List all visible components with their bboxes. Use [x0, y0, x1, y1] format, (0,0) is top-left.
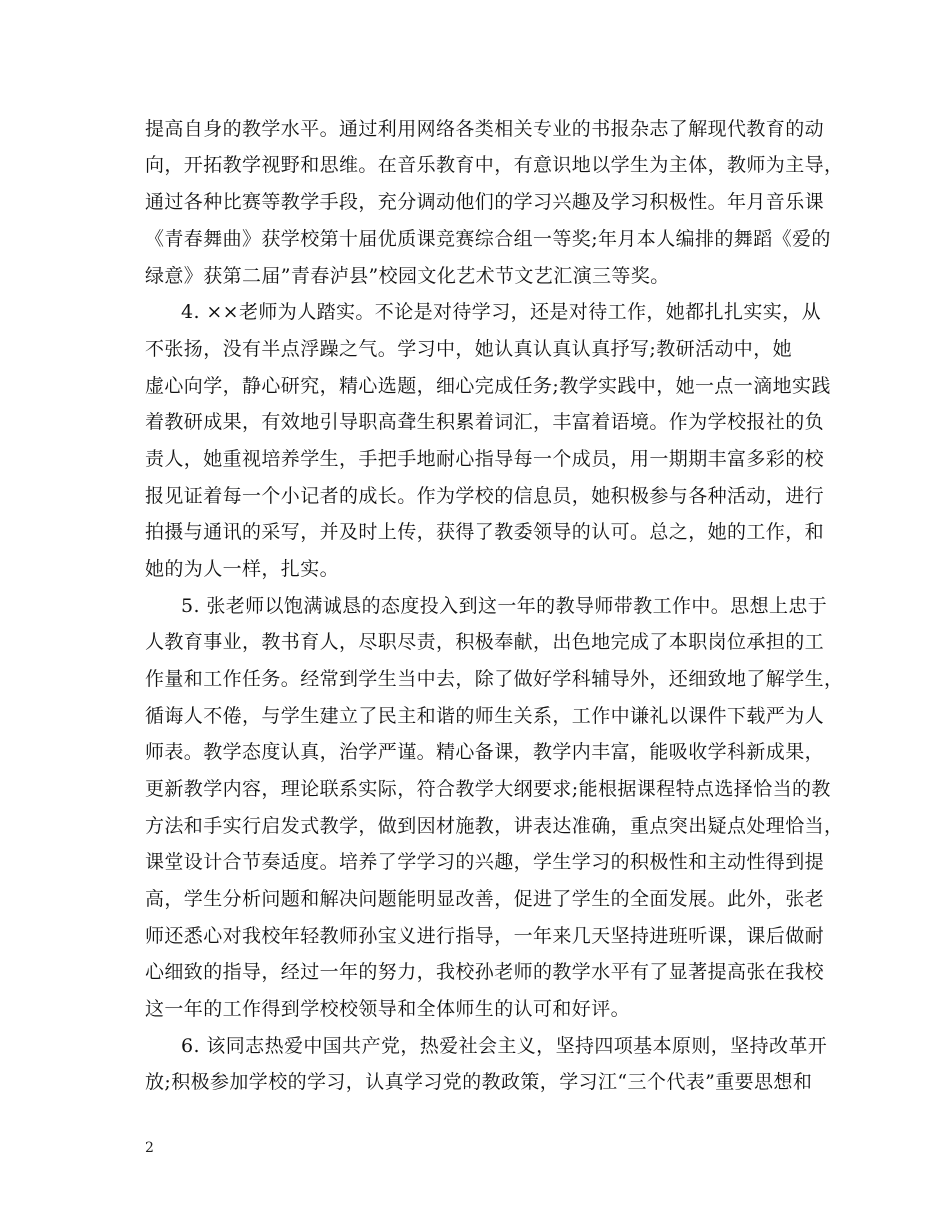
text-line: 着教研成果，有效地引导职高聋生积累着词汇，丰富着语境。作为学校报社的负: [145, 411, 825, 433]
text-line: 提高自身的教学水平。通过利用网络各类相关专业的书报杂志了解现代教育的动: [145, 118, 825, 140]
paragraph-4-first-line: 4. ××老师为人踏实。不论是对待学习，还是对待工作，她都扎扎实实，从: [181, 301, 822, 323]
text-line: 她的为人一样，扎实。: [145, 558, 340, 580]
text-line: 高，学生分析问题和解决问题能明显改善，促进了学生的全面发展。此外，张老: [145, 888, 825, 910]
text-line: 责人，她重视培养学生，手把手地耐心指导每一个成员，用一期期丰富多彩的校: [145, 448, 825, 470]
page-number: 2: [145, 1140, 154, 1156]
text-line: 向，开拓教学视野和思维。在音乐教育中，有意识地以学生为主体，教师为主导，: [145, 154, 844, 176]
text-line: 方法和手实行启发式教学，做到因材施教，讲表达准确，重点突出疑点处理恰当，: [145, 815, 844, 837]
text-line: 课堂设计合节奏适度。培养了学学习的兴趣，学生学习的积极性和主动性得到提: [145, 851, 825, 873]
text-line: 报见证着每一个小记者的成长。作为学校的信息员，她积极参与各种活动，进行: [145, 485, 825, 507]
text-line: 绿意》获第二届”青春泸县”校园文化艺术节文艺汇演三等奖。: [145, 265, 670, 287]
text-line: 心细致的指导，经过一年的努力，我校孙老师的教学水平有了显著提高张在我校: [145, 961, 825, 983]
text-line: 师还悉心对我校年轻教师孙宝义进行指导，一年来几天坚持进班听课，课后做耐: [145, 925, 825, 947]
text-line: 师表。教学态度认真，治学严谨。精心备课，教学内丰富，能吸收学科新成果，: [145, 741, 825, 763]
text-line: 更新教学内容，理论联系实际，符合教学大纲要求;能根据课程特点选择恰当的教: [145, 778, 831, 800]
text-line: 循诲人不倦，与学生建立了民主和谐的师生关系，工作中谦礼以课件下载严为人: [145, 705, 825, 727]
text-line: 《青春舞曲》获学校第十届优质课竞赛综合组一等奖;年月本人编排的舞蹈《爱的: [145, 228, 831, 250]
text-line: 放;积极参加学校的学习，认真学习党的教政策，学习江“三个代表”重要思想和: [145, 1071, 813, 1093]
text-line: 通过各种比赛等教学手段，充分调动他们的学习兴趣及学习积极性。年月音乐课: [145, 191, 825, 213]
text-line: 作量和工作任务。经常到学生当中去，除了做好学科辅导外，还细致地了解学生，: [145, 668, 844, 690]
paragraph-5-first-line: 5. 张老师以饱满诚恳的态度投入到这一年的教导师带教工作中。思想上忠于: [181, 595, 828, 617]
text-line: 不张扬，没有半点浮躁之气。学习中，她认真认真认真抒写;教研活动中，她: [145, 338, 793, 360]
paragraph-6-first-line: 6. 该同志热爱中国共产党，热爱社会主义，坚持四项基本原则，坚持改革开: [181, 1035, 828, 1057]
text-line: 拍摄与通讯的采写，并及时上传，获得了教委领导的认可。总之，她的工作，和: [145, 521, 825, 543]
text-line: 这一年的工作得到学校校领导和全体师生的认可和好评。: [145, 998, 631, 1020]
text-line: 虚心向学，静心研究，精心选题，细心完成任务;教学实践中，她一点一滴地实践: [145, 375, 831, 397]
text-line: 人教育事业，教书育人，尽职尽责，积极奉献，出色地完成了本职岗位承担的工: [145, 631, 825, 653]
